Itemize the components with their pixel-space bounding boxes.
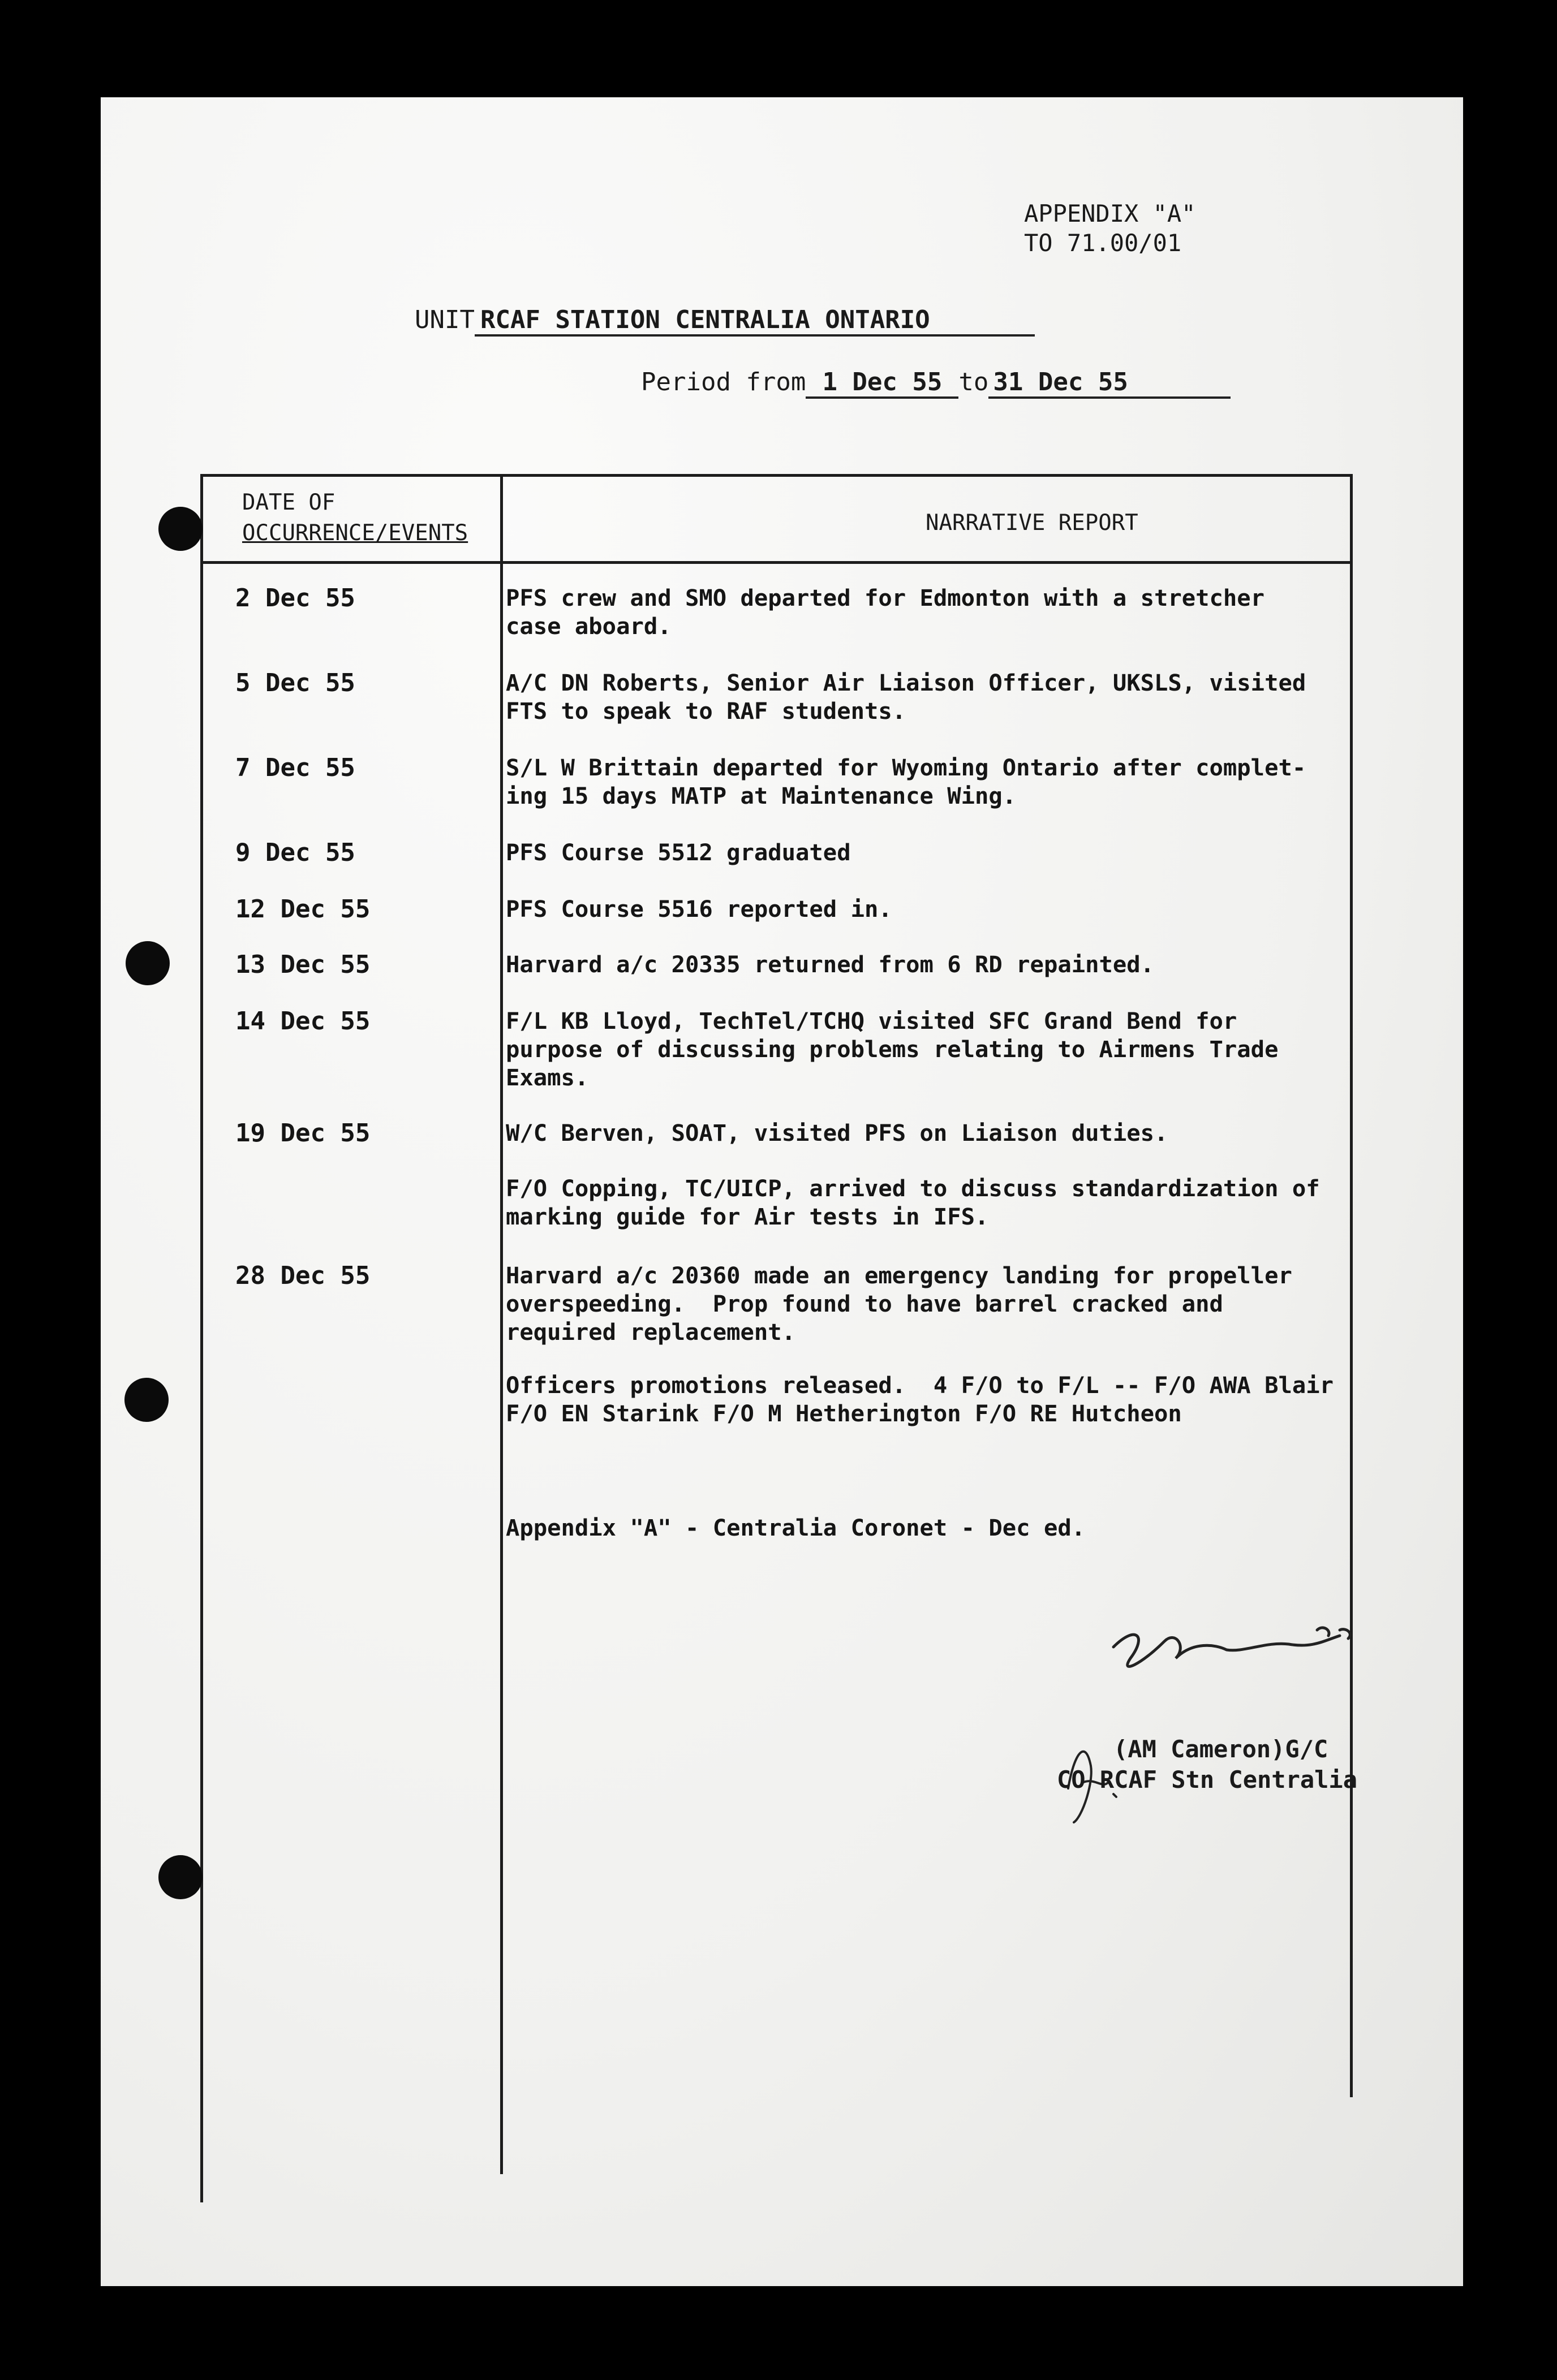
column-header-date-line1: DATE OF: [242, 490, 336, 515]
binder-hole: [124, 1378, 169, 1422]
period-to-value: 31 Dec 55: [988, 368, 1231, 399]
table-left-border: [200, 474, 203, 2202]
entry-text: Appendix "A" - Centralia Coronet - Dec ed.: [506, 1514, 1086, 1541]
unit-label: UNIT: [415, 305, 475, 334]
entry-text: Officers promotions released. 4 F/O to F/L -- F/O AWA Blair F/O EN Starink F/O M Hetherington F/O RE Hutcheon: [506, 1372, 1334, 1427]
entry-date: 14 Dec 55: [235, 1007, 371, 1036]
table-column-divider: [500, 474, 503, 2174]
period-from-value: 1 Dec 55: [806, 368, 958, 399]
signatory-name: (AM Cameron)G/C: [1113, 1735, 1328, 1763]
entry-text: F/L KB Lloyd, TechTel/TCHQ visited SFC Grand Bend for purpose of discussing problems relating to Airmens Trade Exams.: [506, 1007, 1279, 1091]
signatory-title: CO RCAF Stn Centralia: [1057, 1766, 1358, 1793]
period-label: Period from: [641, 368, 806, 396]
entry-date: 12 Dec 55: [235, 895, 371, 924]
column-header-narrative: NARRATIVE REPORT: [926, 510, 1138, 536]
entry-text: F/O Copping, TC/UICP, arrived to discuss standardization of marking guide for Air tests in IFS.: [506, 1175, 1320, 1230]
entry-text: Harvard a/c 20335 returned from 6 RD repainted.: [506, 951, 1155, 978]
entry-text: PFS Course 5516 reported in.: [506, 895, 892, 922]
unit-line: [415, 305, 1035, 337]
entry-text: Harvard a/c 20360 made an emergency landing for propeller overspeeding. Prop found to have barrel cracked and required replacement.: [506, 1262, 1292, 1346]
entry-text: W/C Berven, SOAT, visited PFS on Liaison duties.: [506, 1119, 1168, 1146]
period-to-label: to: [958, 368, 989, 396]
entry-text: PFS Course 5512 graduated: [506, 839, 851, 866]
entry-text: S/L W Brittain departed for Wyoming Ontario after complet- ing 15 days MATP at Maintenance Wing.: [506, 754, 1306, 809]
handwritten-signature: [949, 1596, 1379, 1856]
signature-block: [1057, 1734, 1357, 1795]
entry-date: 28 Dec 55: [235, 1261, 371, 1290]
entry-date: 19 Dec 55: [235, 1119, 371, 1148]
appendix-reference: [1024, 199, 1195, 258]
entry-date: 2 Dec 55: [235, 584, 355, 613]
entry-date: 13 Dec 55: [235, 950, 371, 979]
binder-hole: [126, 941, 170, 985]
binder-hole: [158, 1855, 203, 1899]
entry-text: PFS crew and SMO departed for Edmonton with a stretcher case aboard.: [506, 584, 1265, 640]
column-header-date: [242, 488, 468, 549]
document-page: [101, 97, 1463, 2286]
binder-hole: [158, 507, 203, 551]
period-line: [641, 368, 1231, 399]
column-header-date-line2: OCCURRENCE/EVENTS: [242, 520, 468, 546]
entry-date: 7 Dec 55: [235, 753, 355, 782]
entry-text: A/C DN Roberts, Senior Air Liaison Officer, UKSLS, visited FTS to speak to RAF students.: [506, 669, 1306, 725]
appendix-line1: APPENDIX "A": [1024, 200, 1196, 227]
appendix-line2: TO 71.00/01: [1024, 229, 1182, 257]
entry-date: 5 Dec 55: [235, 669, 355, 697]
unit-value: RCAF STATION CENTRALIA ONTARIO: [475, 305, 1035, 337]
entry-date: 9 Dec 55: [235, 838, 355, 867]
table-top-border: [201, 474, 1351, 477]
table-header-divider: [201, 561, 1351, 564]
